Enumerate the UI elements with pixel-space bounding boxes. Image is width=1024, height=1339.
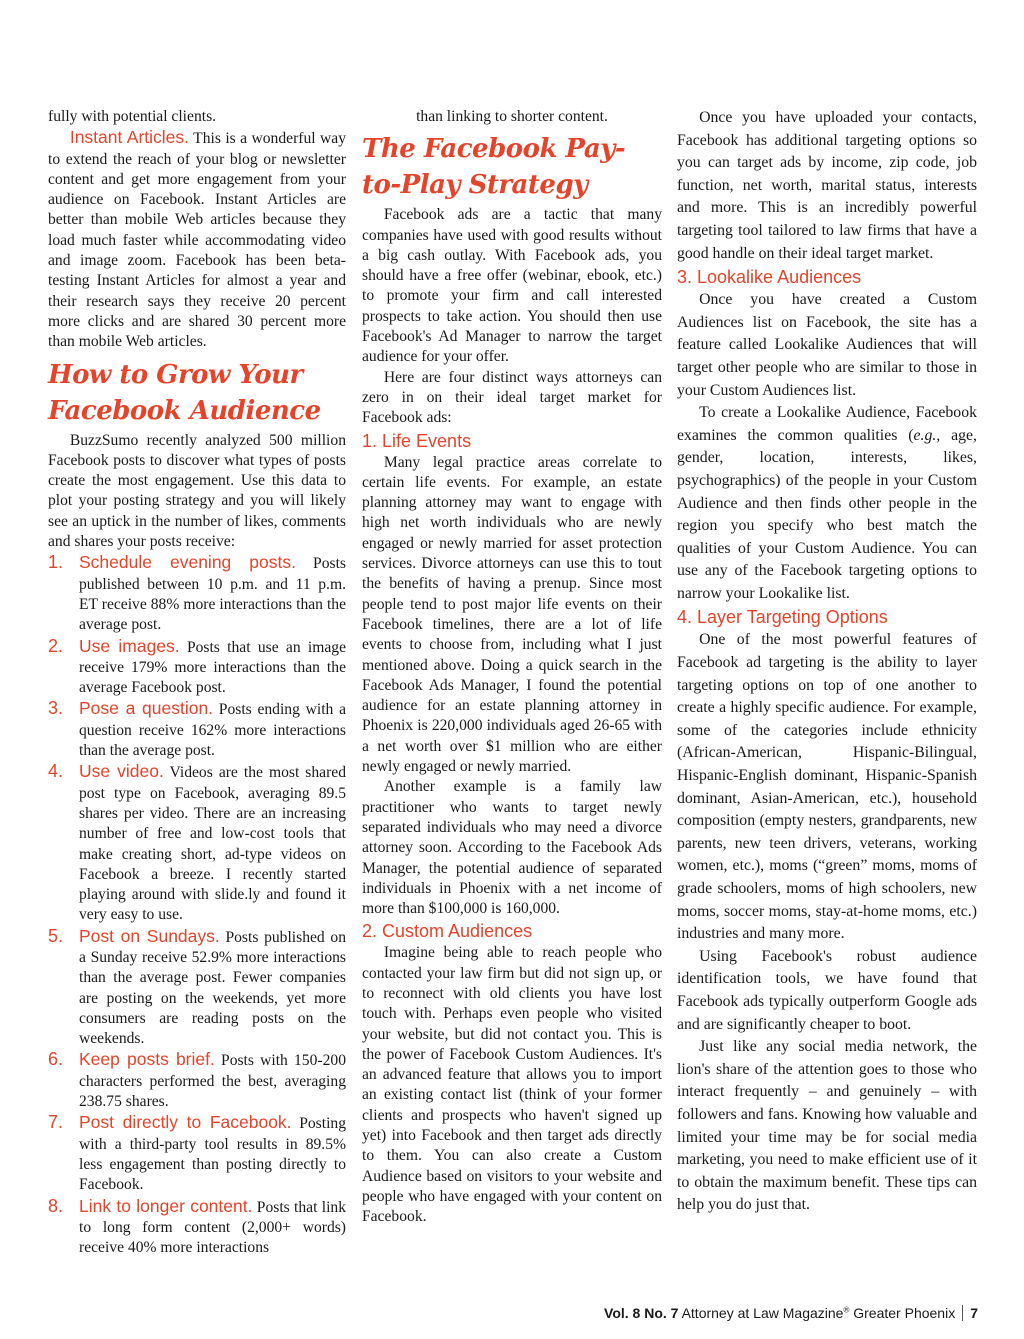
- list-item-lead: Schedule evening posts.: [79, 552, 296, 573]
- list-number: 1.: [48, 552, 64, 573]
- list-number: 3.: [48, 698, 64, 719]
- create-lookalike-text-b: age, gender, location, interests, likes, psychographics) of the people in your Custom Audience and then finds other people in the region you specify who best match the qualities of your Custom Audience. You can use any of the Facebook targeting options to narrow your Lookalike list.: [677, 426, 977, 602]
- list-item-lead: Keep posts brief.: [79, 1049, 215, 1070]
- column-3: [677, 107, 977, 1217]
- list-item-text: Posts ending with a question receive 162% more interactions than the average post.: [79, 701, 346, 760]
- list-number: 2.: [48, 635, 64, 656]
- uploaded-contacts-paragraph: Once you have uploaded your contacts, Facebook has additional targeting options so you can target ads by income, zip code, job function, net worth, marital status, interests and more. This is an incredibly powerful targeting tool tailored to law firms that have a good handle on their ideal target market.: [677, 109, 977, 262]
- create-lookalike-paragraph: [677, 402, 977, 605]
- continued-text: fully with potential clients.: [48, 108, 217, 125]
- audience-tools-paragraph: Using Facebook's robust audience identification tools, we have found that Facebook ads typically outperform Google ads and are significantly cheaper to boot.: [677, 947, 977, 1033]
- subheading-layer-targeting: 4. Layer Targeting Options: [677, 607, 888, 628]
- instant-articles-lead: Instant Articles.: [69, 127, 190, 148]
- instant-articles-paragraph: [48, 127, 346, 352]
- list-item-text: Videos are the most shared post type on Facebook, averaging 89.5 shares per video. There are an increasing number of free and low-cost tools that make creating short, ad-type videos on Facebook a breeze. I recently started playing around with slide.ly and found it very easy to use.: [79, 764, 346, 924]
- list-item-text: Posting with a third-party tool results in 89.5% less engagement than posting directly to Facebook.: [79, 1115, 346, 1194]
- list-item: [48, 636, 346, 699]
- family-law-paragraph: Another example is a family law practitioner who wants to target newly separated individuals who may need a divorce attorney soon. According to the Facebook Ads Manager, the potential audience of separated individuals in Phoenix with a net income of more than $100,000 is 160,000.: [362, 778, 662, 918]
- list-item-text: Posts with 150-200 characters performed the best, averaging 238.75 shares.: [79, 1052, 346, 1111]
- facebook-ads-paragraph: Facebook ads are a tactic that many companies have used with good results without a big cash outlay. With Facebook ads, you should have a free offer (webinar, ebook, etc.) to promote your firm and call interested prospects to take action. You should then use Facebook's Ad Manager to narrow the target audience for your offer.: [362, 206, 662, 366]
- lookalike-paragraph: Once you have created a Custom Audiences list on Facebook, the site has a feature called Lookalike Audiences that will target other people who are similar to those in your Custom Audiences list.: [677, 291, 977, 399]
- footer-volume: Vol. 8 No. 7: [604, 1305, 679, 1321]
- closing-paragraph: Just like any social media network, the lion's share of the attention goes to those who interact frequently – and genuinely – with followers and fans. Knowing how valuable and limited your time may be for social media marketing, you need to make efficient use of it to obtain the maximum benefit. These tips can help you do just that.: [677, 1038, 977, 1214]
- eg-abbreviation: e.g.,: [913, 426, 941, 444]
- subheading-life-events: 1. Life Events: [362, 430, 472, 451]
- list-number: 6.: [48, 1049, 64, 1070]
- list-item-lead: Post directly to Facebook.: [79, 1112, 292, 1133]
- list-item: [48, 698, 346, 761]
- registered-mark: ®: [843, 1305, 850, 1315]
- tips-list: [48, 552, 346, 1258]
- continued-text: than linking to shorter content.: [416, 108, 608, 125]
- layer-targeting-paragraph: One of the most powerful features of Facebook ad targeting is the ability to layer targeting options on top of one another to create a highly specific audience. For example, some of the categories include ethnicity (African-American, Hispanic-Bilingual, Hispanic-English dominant, Hispanic-Spanish dominant, Asian-American, etc.), household composition (empty nesters, grandparents, new parents, new teen drivers, veterans, working women, etc.), moms (“green” moms, moms of grade schoolers, moms of high schoolers, new moms, soccer moms, stay-at-home moms, etc.) industries and many more.: [677, 631, 977, 943]
- list-item-lead: Use video.: [79, 761, 164, 782]
- column-1: [48, 107, 346, 1258]
- footer-magazine: Attorney at Law Magazine: [681, 1305, 844, 1321]
- section-heading-grow-audience: How to Grow Your Facebook Audience: [48, 359, 321, 426]
- create-lookalike-text-a: To create a Lookalike Audience, Facebook examines the common qualities (: [677, 404, 977, 444]
- custom-audiences-paragraph: Imagine being able to reach people who contacted your law firm but did not sign up, or to reconnect with old clients you have lost touch with. Perhaps even people who visited your website, but did not contact you. This is the power of Facebook Custom Audiences. It's an advanced feature that allows you to import an existing contact list (think of your former clients and prospects who haven't signed up yet) into Facebook and then target ads directly to them. You can also create a Custom Audience based on visitors to your website and people who have engaged with your content on Facebook.: [362, 944, 662, 1226]
- subheading-lookalike-audiences: 3. Lookalike Audiences: [677, 267, 862, 288]
- list-item: [48, 926, 346, 1050]
- list-number: 8.: [48, 1195, 64, 1216]
- list-item-text: Posts published between 10 p.m. and 11 p.m. ET receive 88% more interactions than the average post.: [79, 555, 346, 634]
- section-heading-pay-to-play: The Facebook Pay-to-Play Strategy: [362, 134, 626, 201]
- list-number: 7.: [48, 1112, 64, 1133]
- four-ways-paragraph: Here are four distinct ways attorneys can zero in on their ideal target market for Facebook ads:: [362, 368, 662, 427]
- list-item-text: Posts published on a Sunday receive 52.9% more interactions than the average post. Fewer companies are posting on the weekends, yet more consumers are reading posts on the weekends.: [79, 928, 347, 1048]
- list-item: [48, 1112, 346, 1195]
- list-item-lead: Link to longer content.: [79, 1195, 253, 1216]
- buzzsumo-paragraph: BuzzSumo recently analyzed 500 million Facebook posts to discover what types of posts create the most engagement. Use this data to plot your posting strategy and you will likely see an uptick in the number of likes, comments and shares your posts receive:: [48, 431, 346, 551]
- subheading-custom-audiences: 2. Custom Audiences: [362, 921, 533, 942]
- list-item: [48, 1049, 346, 1112]
- footer-edition: Greater Phoenix: [853, 1305, 956, 1321]
- list-item-lead: Post on Sundays.: [79, 925, 220, 946]
- list-item-lead: Pose a question.: [79, 698, 214, 719]
- footer-divider: [962, 1305, 963, 1321]
- list-number: 4.: [48, 761, 64, 782]
- page-footer: [604, 1305, 978, 1321]
- life-events-paragraph: Many legal practice areas correlate to certain life events. For example, an estate planning attorney may want to engage with high net worth individuals who are newly engaged or newly married for asset protection services. Divorce attorneys can use this to tout the benefits of having a prenup. Since most people tend to post major life events on their Facebook timelines, there are a lot of life events to choose from, including what I just mentioned above. Doing a quick search in the Facebook Ads Manager, I found the potential audience for an estate planning attorney in Phoenix is 220,000 individuals aged 26-65 with a net worth over $1 million who are either newly engaged or newly married.: [362, 453, 662, 776]
- column-2: [362, 107, 662, 1228]
- list-item-text: Posts that link to long form content (2,000+ words) receive 40% more interactions: [79, 1198, 347, 1257]
- list-item-lead: Use images.: [79, 635, 180, 656]
- list-item: [48, 552, 346, 635]
- page-number: 7: [970, 1305, 978, 1321]
- instant-articles-text: This is a wonderful way to extend the reach of your blog or newsletter content and get more engagement from your audience on Facebook. Instant Articles are better than mobile Web articles because they load much faster while accommodating video and image zoom. Facebook has been beta-testing Instant Articles for almost a year and their research says they receive 20 percent more clicks and are shared 30 percent more than mobile Web articles.: [48, 130, 346, 351]
- list-item-text: Posts that use an image receive 179% more interactions than the average Facebook post.: [79, 638, 347, 697]
- list-item: [48, 1196, 346, 1259]
- list-item: [48, 761, 346, 925]
- list-number: 5.: [48, 925, 64, 946]
